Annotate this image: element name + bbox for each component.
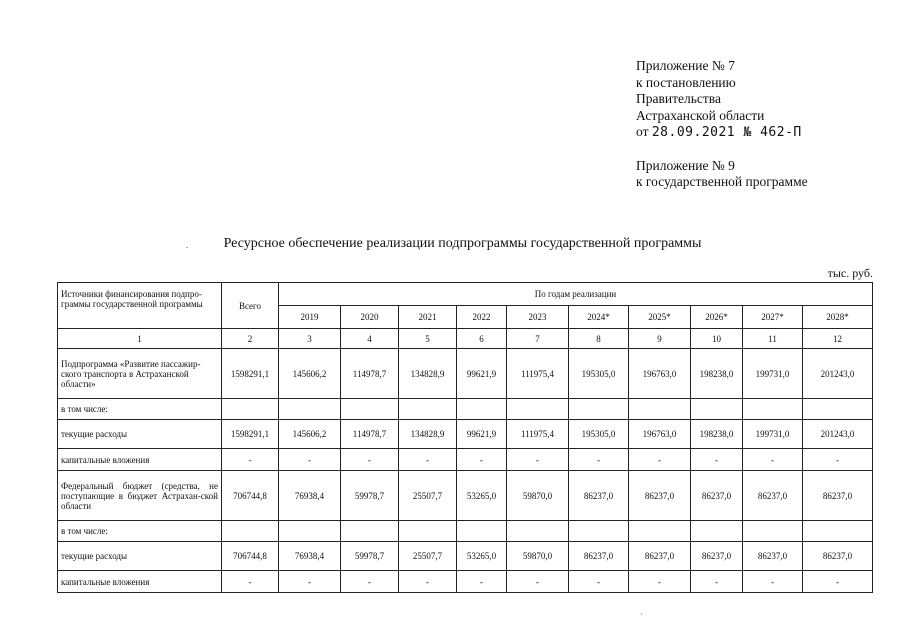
year-value-cell	[569, 521, 629, 542]
total-cell: 706744,8	[222, 471, 279, 521]
year-value-cell	[279, 521, 341, 542]
year-value-cell: 134828,9	[399, 420, 457, 449]
year-value-cell: 59978,7	[341, 542, 399, 571]
date-prefix: от	[636, 124, 649, 139]
units-label: тыс. руб.	[827, 266, 873, 280]
row-label: Федеральный бюджет (средства, не поступающие в бюджет Астрахан-ской области	[58, 471, 222, 521]
year-value-cell: 199731,0	[743, 420, 803, 449]
year-value-cell: -	[629, 571, 691, 593]
row-label: текущие расходы	[58, 542, 222, 571]
year-value-cell: 86237,0	[629, 471, 691, 521]
year-value-cell: 195305,0	[569, 349, 629, 399]
row-label: текущие расходы	[58, 420, 222, 449]
year-value-cell: 25507,7	[399, 471, 457, 521]
total-cell	[222, 399, 279, 420]
row-label: в том числе:	[58, 399, 222, 420]
year-value-cell: 59870,0	[507, 471, 569, 521]
column-number: 4	[341, 329, 399, 349]
year-value-cell: 59870,0	[507, 542, 569, 571]
resolution-date	[636, 124, 808, 142]
year-value-cell: 198238,0	[691, 420, 743, 449]
total-column-header: Всего	[222, 283, 279, 329]
table-row	[58, 571, 873, 593]
table-row	[58, 542, 873, 571]
scan-speck: .	[186, 240, 189, 250]
year-value-cell: 201243,0	[803, 349, 873, 399]
year-value-cell: -	[743, 571, 803, 593]
year-value-cell: -	[507, 571, 569, 593]
year-header: 2026*	[691, 306, 743, 329]
year-value-cell: 114978,7	[341, 349, 399, 399]
total-cell: 706744,8	[222, 542, 279, 571]
year-value-cell: 196763,0	[629, 349, 691, 399]
year-value-cell: 145606,2	[279, 420, 341, 449]
table-row	[58, 399, 873, 420]
year-value-cell: 76938,4	[279, 542, 341, 571]
year-header: 2022	[457, 306, 507, 329]
year-value-cell: 145606,2	[279, 349, 341, 399]
year-value-cell: 86237,0	[629, 542, 691, 571]
year-value-cell	[457, 399, 507, 420]
year-value-cell: 111975,4	[507, 349, 569, 399]
total-cell: -	[222, 571, 279, 593]
year-value-cell: 99621,9	[457, 349, 507, 399]
year-value-cell: -	[507, 449, 569, 471]
year-value-cell: 199731,0	[743, 349, 803, 399]
year-value-cell	[629, 399, 691, 420]
year-value-cell: -	[457, 571, 507, 593]
year-value-cell: -	[399, 449, 457, 471]
year-value-cell: -	[399, 571, 457, 593]
year-value-cell: -	[341, 571, 399, 593]
year-value-cell: -	[691, 571, 743, 593]
row-label: капитальные вложения	[58, 449, 222, 471]
year-value-cell: 25507,7	[399, 542, 457, 571]
source-column-header: Источники финансирования подпро-граммы государственной программы	[58, 283, 222, 329]
row-label: капитальные вложения	[58, 571, 222, 593]
year-value-cell: 196763,0	[629, 420, 691, 449]
column-number: 12	[803, 329, 873, 349]
year-header: 2024*	[569, 306, 629, 329]
year-value-cell	[341, 399, 399, 420]
document-title: Ресурсное обеспечение реализации подпрограммы государственной программы	[223, 236, 702, 251]
year-value-cell: -	[629, 449, 691, 471]
year-value-cell: 111975,4	[507, 420, 569, 449]
year-value-cell: -	[279, 571, 341, 593]
year-value-cell: -	[279, 449, 341, 471]
total-cell: 1598291,1	[222, 420, 279, 449]
total-cell: 1598291,1	[222, 349, 279, 399]
program-label: к государственной программе	[636, 174, 808, 189]
table-row	[58, 349, 873, 399]
year-value-cell: 201243,0	[803, 420, 873, 449]
region-label: Астраханской области	[636, 107, 765, 123]
year-value-cell	[691, 521, 743, 542]
year-header: 2021	[399, 306, 457, 329]
date-and-number: 28.09.2021 № 462-П	[651, 125, 802, 140]
year-value-cell	[691, 399, 743, 420]
year-value-cell: -	[569, 449, 629, 471]
year-value-cell	[743, 399, 803, 420]
year-value-cell: 86237,0	[743, 471, 803, 521]
appendix-9-label: Приложение № 9	[636, 157, 735, 173]
year-value-cell	[569, 399, 629, 420]
total-cell: -	[222, 449, 279, 471]
year-value-cell: 86237,0	[691, 542, 743, 571]
year-header: 2025*	[629, 306, 691, 329]
year-value-cell: -	[569, 571, 629, 593]
year-value-cell: 195305,0	[569, 420, 629, 449]
year-value-cell: 86237,0	[569, 542, 629, 571]
year-value-cell	[341, 521, 399, 542]
column-number-row	[58, 329, 873, 349]
year-value-cell: 114978,7	[341, 420, 399, 449]
table-header-row	[58, 283, 873, 306]
year-value-cell: 59978,7	[341, 471, 399, 521]
year-value-cell: 86237,0	[803, 471, 873, 521]
column-number: 6	[457, 329, 507, 349]
year-header: 2019	[279, 306, 341, 329]
table-row	[58, 420, 873, 449]
column-number: 11	[743, 329, 803, 349]
column-number: 5	[399, 329, 457, 349]
year-value-cell: 86237,0	[691, 471, 743, 521]
year-value-cell	[507, 399, 569, 420]
year-value-cell	[743, 521, 803, 542]
year-header: 2028*	[803, 306, 873, 329]
resource-table	[57, 282, 873, 593]
column-number: 9	[629, 329, 691, 349]
year-value-cell: -	[743, 449, 803, 471]
year-value-cell: 86237,0	[743, 542, 803, 571]
year-value-cell	[279, 399, 341, 420]
year-value-cell	[457, 521, 507, 542]
year-value-cell	[803, 521, 873, 542]
row-label: в том числе:	[58, 521, 222, 542]
year-header: 2023	[507, 306, 569, 329]
appendix-header	[636, 58, 808, 191]
government-label: Правительства	[636, 91, 721, 106]
year-value-cell: 86237,0	[569, 471, 629, 521]
year-value-cell	[507, 521, 569, 542]
scan-speck: `	[640, 612, 643, 622]
year-header: 2020	[341, 306, 399, 329]
year-value-cell	[629, 521, 691, 542]
column-number: 10	[691, 329, 743, 349]
column-number: 7	[507, 329, 569, 349]
year-value-cell: 53265,0	[457, 471, 507, 521]
column-number: 1	[58, 329, 222, 349]
year-value-cell: 198238,0	[691, 349, 743, 399]
year-value-cell	[399, 521, 457, 542]
year-value-cell: 86237,0	[803, 542, 873, 571]
year-value-cell: -	[691, 449, 743, 471]
table-row	[58, 521, 873, 542]
year-value-cell: 76938,4	[279, 471, 341, 521]
resolution-label: к постановлению	[636, 74, 736, 90]
year-value-cell	[803, 399, 873, 420]
total-cell	[222, 521, 279, 542]
year-value-cell	[399, 399, 457, 420]
column-number: 2	[222, 329, 279, 349]
appendix-7-label: Приложение № 7	[636, 58, 735, 73]
year-value-cell: 134828,9	[399, 349, 457, 399]
years-group-header: По годам реализации	[279, 283, 873, 306]
year-value-cell: 99621,9	[457, 420, 507, 449]
table-row	[58, 471, 873, 521]
year-value-cell: -	[457, 449, 507, 471]
year-value-cell: 53265,0	[457, 542, 507, 571]
year-header: 2027*	[743, 306, 803, 329]
year-value-cell: -	[341, 449, 399, 471]
row-label: Подпрограмма «Развитие пассажир-ского транспорта в Астраханской области»	[58, 349, 222, 399]
column-number: 8	[569, 329, 629, 349]
year-value-cell: -	[803, 449, 873, 471]
year-value-cell: -	[803, 571, 873, 593]
column-number: 3	[279, 329, 341, 349]
table-row	[58, 449, 873, 471]
